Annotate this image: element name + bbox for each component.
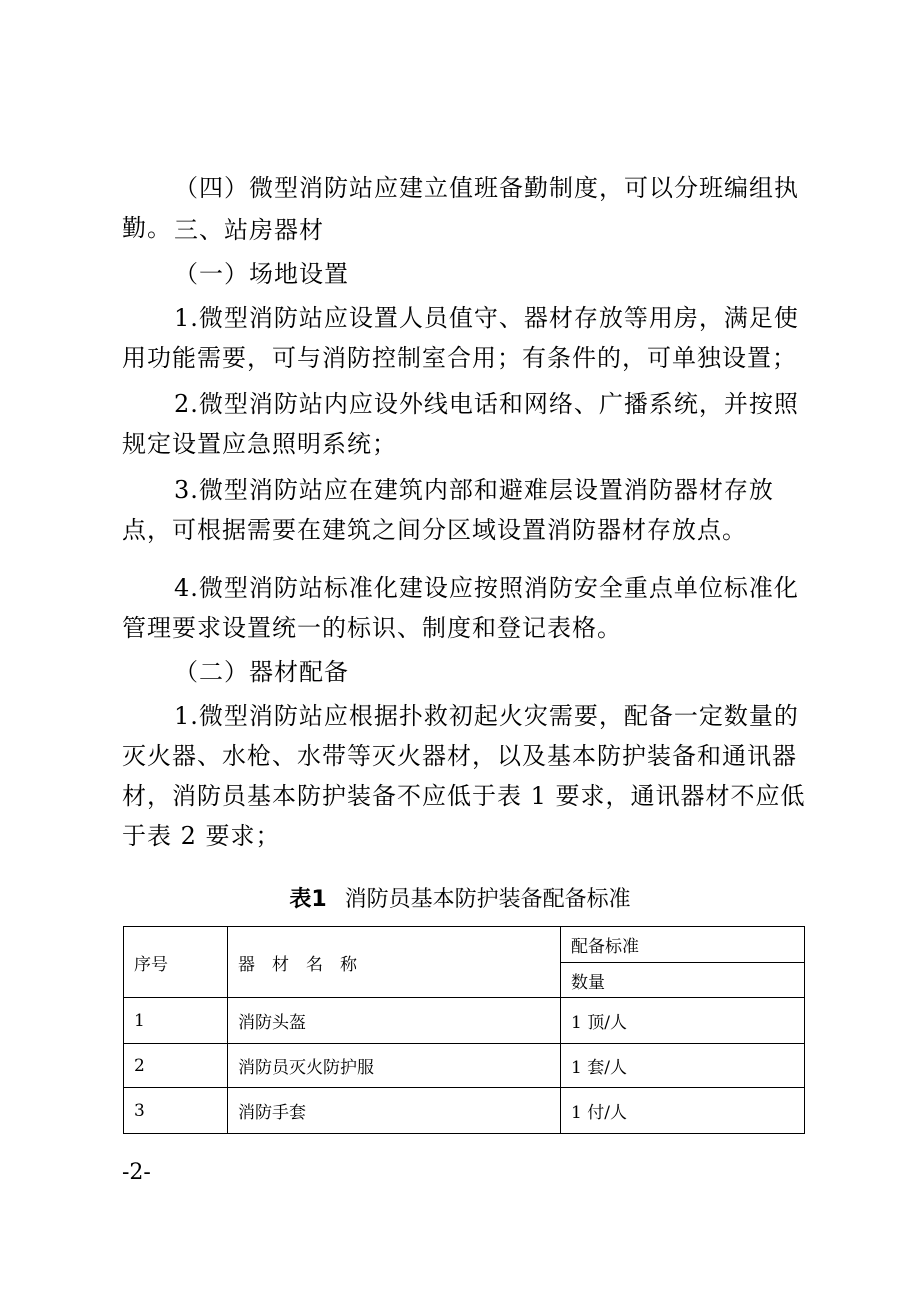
paragraph-item-1: 1.微型消防站应设置人员值守、器材存放等用房，满足使用功能需要，可与消防控制室合用；有条件的，可单独设置； <box>122 304 799 372</box>
paragraph-duty-system: （四）微型消防站应建立值班备勤制度，可以分班编组执勤。 <box>122 174 799 242</box>
cell-name: 消防手套 <box>228 1088 561 1134</box>
cell-quantity: 1 套/人 <box>561 1044 805 1088</box>
subsection-heading-site-setup: （一）场地设置 <box>174 260 349 288</box>
table-header-row <box>124 927 805 963</box>
table-caption-label: 表1 <box>289 887 327 912</box>
cell-name: 消防头盔 <box>228 998 561 1044</box>
table-row <box>124 998 805 1044</box>
paragraph-item-2: 2.微型消防站内应设外线电话和网络、广播系统，并按照规定设置应急照明系统； <box>122 390 799 458</box>
paragraph-item-3: 3.微型消防站应在建筑内部和避难层设置消防器材存放点，可根据需要在建筑之间分区域设置消防器材存放点。 <box>122 476 774 544</box>
header-name: 器 材 名 称 <box>228 927 561 998</box>
section-heading-station-equipment: 三、站房器材 <box>174 216 324 244</box>
cell-name: 消防员灭火防护服 <box>228 1044 561 1088</box>
table-row <box>124 1088 805 1134</box>
paragraph-item-4: 4.微型消防站标准化建设应按照消防安全重点单位标准化管理要求设置统一的标识、制度和登记表格。 <box>122 574 799 642</box>
protective-equipment-table <box>123 926 805 1134</box>
header-standard: 配备标准 <box>561 927 805 963</box>
subsection-heading-equipment: （二）器材配备 <box>174 658 349 686</box>
table-caption <box>0 882 920 918</box>
header-index: 序号 <box>124 927 228 998</box>
cell-quantity: 1 付/人 <box>561 1088 805 1134</box>
header-quantity: 数量 <box>561 963 805 998</box>
cell-index: 3 <box>124 1088 228 1134</box>
cell-index: 2 <box>124 1044 228 1088</box>
table-row <box>124 1044 805 1088</box>
page-number: -2- <box>122 1160 151 1185</box>
cell-index: 1 <box>124 998 228 1044</box>
table-caption-text: 消防员基本防护装备配备标准 <box>344 887 631 912</box>
cell-quantity: 1 顶/人 <box>561 998 805 1044</box>
paragraph-equipment-item-1: 1.微型消防站应根据扑救初起火灾需要，配备一定数量的灭火器、水枪、水带等灭火器材，以及基本防护装备和通讯器材，消防员基本防护装备不应低于表 1 要求，通讯器材不应低于表 2 要求； <box>122 702 806 850</box>
